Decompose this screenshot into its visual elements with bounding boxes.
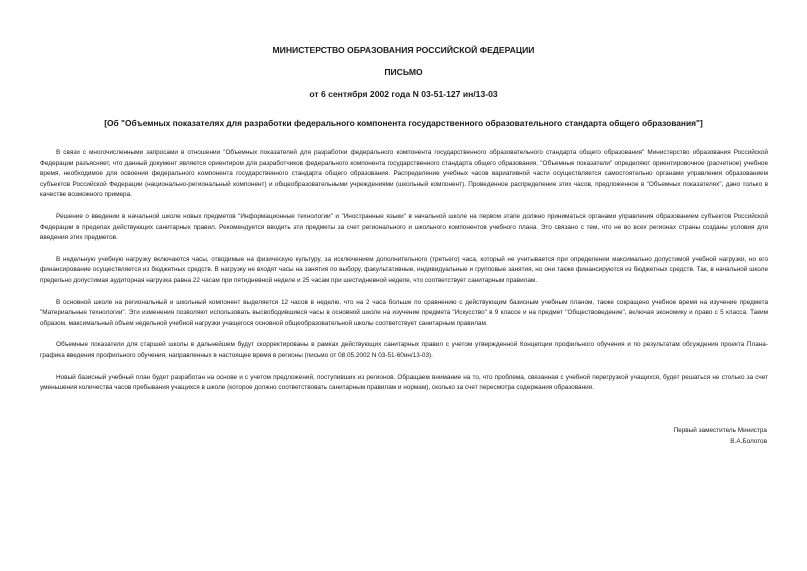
letter-body xyxy=(40,148,768,405)
ministry-heading: МИНИСТЕРСТВО ОБРАЗОВАНИЯ РОССИЙСКОЙ ФЕДЕРАЦИИ xyxy=(272,45,535,55)
document-type-heading: ПИСЬМО xyxy=(384,67,423,77)
subject-heading: [Об "Объемных показателях для разработки федерального компонента государственного образовательного стандарта общего образования"] xyxy=(104,118,703,128)
paragraph: Решение о введении в начальной школе новых предметов "Информационные технологии" и "Иностранные языки" в начальной школе на первом этапе должно приниматься органами управления образованием субъектов Российской Федерации в пределах действующих санитарных правил. Рекомендуется вводить эти предметы за счет регионального и школьного компонентов учебного плана. Это связано с тем, что не во всех регионах страны созданы условия для введения этих предметов. xyxy=(40,212,768,242)
date-number-heading: от 6 сентября 2002 года N 03-51-127 ин/13-03 xyxy=(309,89,498,99)
signatory-name: В.А.Болотов xyxy=(730,438,767,445)
paragraph: Новый базисный учебный план будет разработан на основе и с учетом предложений, поступивших из регионов. Обращаем внимание на то, что проблема, связанная с учебной перегрузкой учащихся, будет решаться не столько за счет уменьшения количества часов пребывания учащихся в школе (которое должно соответствовать санитарным правилам и нормам), сколько за счет пересмотра содержания образования. xyxy=(40,373,768,392)
signatory-position: Первый заместитель Министра xyxy=(673,427,767,434)
paragraph: Объемные показатели для старшей школы в дальнейшем будут скорректированы в рамках действующих санитарных правил с учетом утвержденной Концепции профильного обучения и по результатам обсуждения проекта Плана-графика введения профильного обучения, направленных в настоящее время в регионы (письмо от 08.05.2002 N 03-51-60ин/13-03). xyxy=(40,341,768,359)
signature-block xyxy=(674,425,767,447)
paragraph: В недельную учебную нагрузку включаются часы, отводимые на физическую культуру, за исключением дополнительного (третьего) часа, который не учитывается при определении максимально допустимой учебной нагрузки, но его финансирование осуществляется из бюджетных средств. В нагрузку не входят часы на занятия по выбору, факультативные, индивидуальные и групповые занятия, но они также финансируются из бюджетных средств. Так, в начальной школе предельно допустимая аудиторная нагрузка равна 22 часам при пятидневной неделе и 25 часам при шестидневной неделе, что соответствует санитарным правилам. xyxy=(40,255,768,284)
paragraph: В связи с многочисленными запросами в отношении "Объемных показателей для разработки федерального компонента государственного образовательного стандарта общего образования" Министерство образования Российской Федерации разъясняет, что данный документ является ориентиром для разработчиков федерального компонента государственного стандарта общего образования. "Объемные показатели" определяют ориентировочное (расчетное) учебное время, необходимое для освоения федерального компонента государственного стандарта общего образования. Распределение учебных часов вариативной части осуществляется самостоятельно органами управления образованием субъектов Российской Федерации (национально-региональный компонент) и общеобразовательными учреждениями (школьный компонент). Проведенное распределение этих часов, предложенное в "Объемных показателях", дано только в качестве возможного примера. xyxy=(40,149,768,199)
paragraph: В основной школе на региональный и школьный компонент выделяется 12 часов в неделю, что на 2 часа больше по сравнению с действующим базисным учебным планом, также сокращено учебное время на изучение предмета "Материальные технологии". Эти изменения позволяют использовать высвободившиеся часы в основной школе на изучение предмета "Искусство" в 9 классе и на предмет "Обществоведение", включая экономику и право с 5 класса. Таким образом, максимальный объем недельной учебной нагрузки учащегося основной общеобразовательной школы соответствует санитарным правилам. xyxy=(40,298,768,327)
